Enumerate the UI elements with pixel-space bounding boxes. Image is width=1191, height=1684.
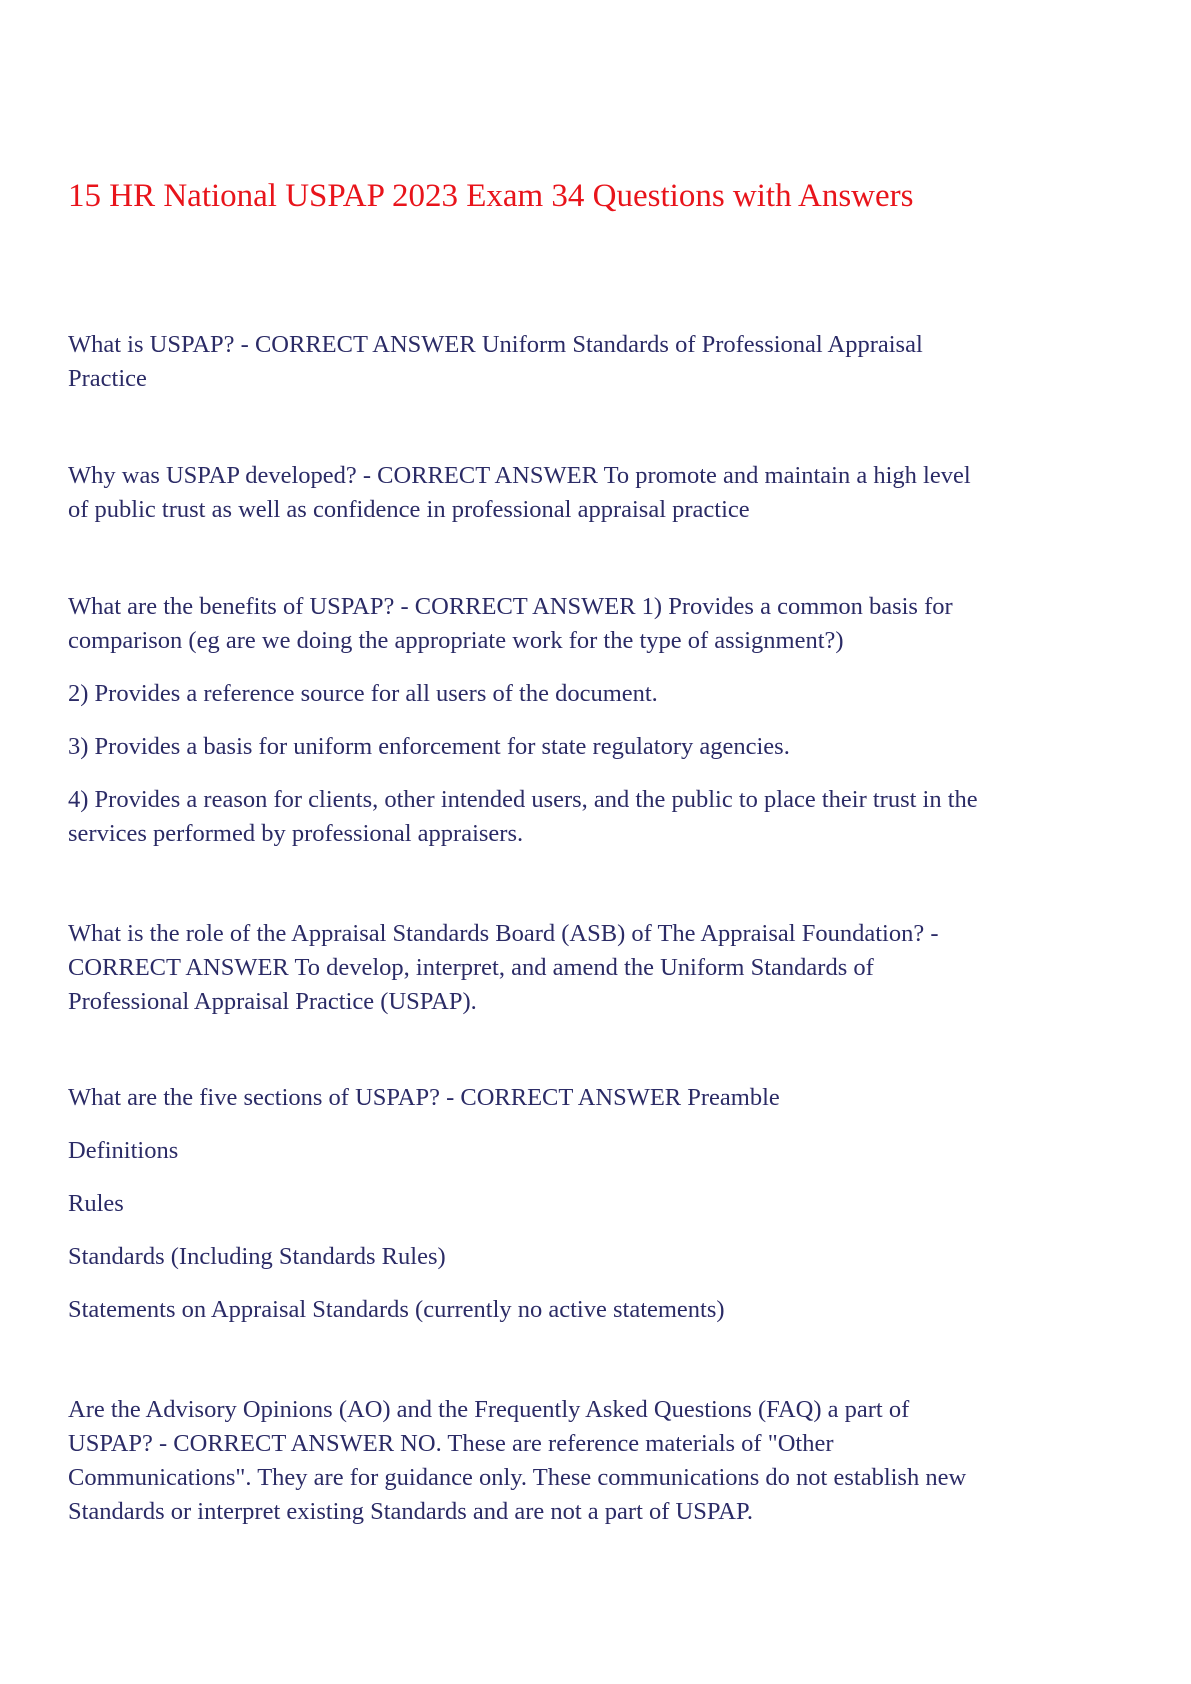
qa-paragraph [68, 917, 1128, 1019]
text-line: Statements on Appraisal Standards (currently no active statements) [68, 1296, 725, 1323]
text-line: services performed by professional appraisers. [68, 820, 524, 847]
text-line: Communications". They are for guidance only. These communications do not establish new [68, 1464, 967, 1491]
qa-paragraph [68, 1393, 1128, 1529]
text-line: Definitions [68, 1137, 179, 1164]
qa-block [68, 459, 1128, 527]
answer-item [68, 1240, 1128, 1274]
text-line: 4) Provides a reason for clients, other intended users, and the public to place their trust in the [68, 786, 978, 813]
answer-item [68, 1293, 1128, 1327]
document-title: 15 HR National USPAP 2023 Exam 34 Questions with Answers [68, 178, 914, 214]
text-line: Standards (Including Standards Rules) [68, 1243, 446, 1270]
text-line: Rules [68, 1190, 124, 1217]
text-line: Are the Advisory Opinions (AO) and the Frequently Asked Questions (FAQ) a part of [68, 1396, 910, 1423]
text-line: of public trust as well as confidence in professional appraisal practice [68, 496, 750, 523]
text-line: CORRECT ANSWER To develop, interpret, and amend the Uniform Standards of [68, 954, 874, 981]
text-line: 3) Provides a basis for uniform enforcement for state regulatory agencies. [68, 733, 790, 760]
qa-block [68, 1081, 1128, 1327]
text-line: Why was USPAP developed? - CORRECT ANSWER To promote and maintain a high level [68, 462, 971, 489]
text-line: Professional Appraisal Practice (USPAP). [68, 988, 477, 1015]
text-line: What are the five sections of USPAP? - CORRECT ANSWER Preamble [68, 1084, 780, 1111]
text-line: What are the benefits of USPAP? - CORRECT ANSWER 1) Provides a common basis for [68, 593, 953, 620]
qa-paragraph [68, 1081, 1128, 1115]
qa-paragraph [68, 328, 1128, 396]
text-line: Standards or interpret existing Standards and are not a part of USPAP. [68, 1498, 753, 1525]
qa-block [68, 590, 1128, 851]
answer-item [68, 1187, 1128, 1221]
text-line: What is USPAP? - CORRECT ANSWER Uniform Standards of Professional Appraisal [68, 331, 923, 358]
qa-block [68, 917, 1128, 1019]
text-line: 2) Provides a reference source for all users of the document. [68, 680, 658, 707]
qa-block [68, 328, 1128, 396]
text-line: comparison (eg are we doing the appropriate work for the type of assignment?) [68, 627, 844, 654]
answer-item [68, 677, 1128, 711]
answer-item [68, 783, 1128, 851]
answer-item [68, 730, 1128, 764]
text-line: Practice [68, 365, 147, 392]
qa-paragraph [68, 590, 1128, 658]
qa-paragraph [68, 459, 1128, 527]
answer-item [68, 1134, 1128, 1168]
qa-block [68, 1393, 1128, 1529]
text-line: What is the role of the Appraisal Standards Board (ASB) of The Appraisal Foundation? - [68, 920, 939, 947]
text-line: USPAP? - CORRECT ANSWER NO. These are reference materials of "Other [68, 1430, 834, 1457]
